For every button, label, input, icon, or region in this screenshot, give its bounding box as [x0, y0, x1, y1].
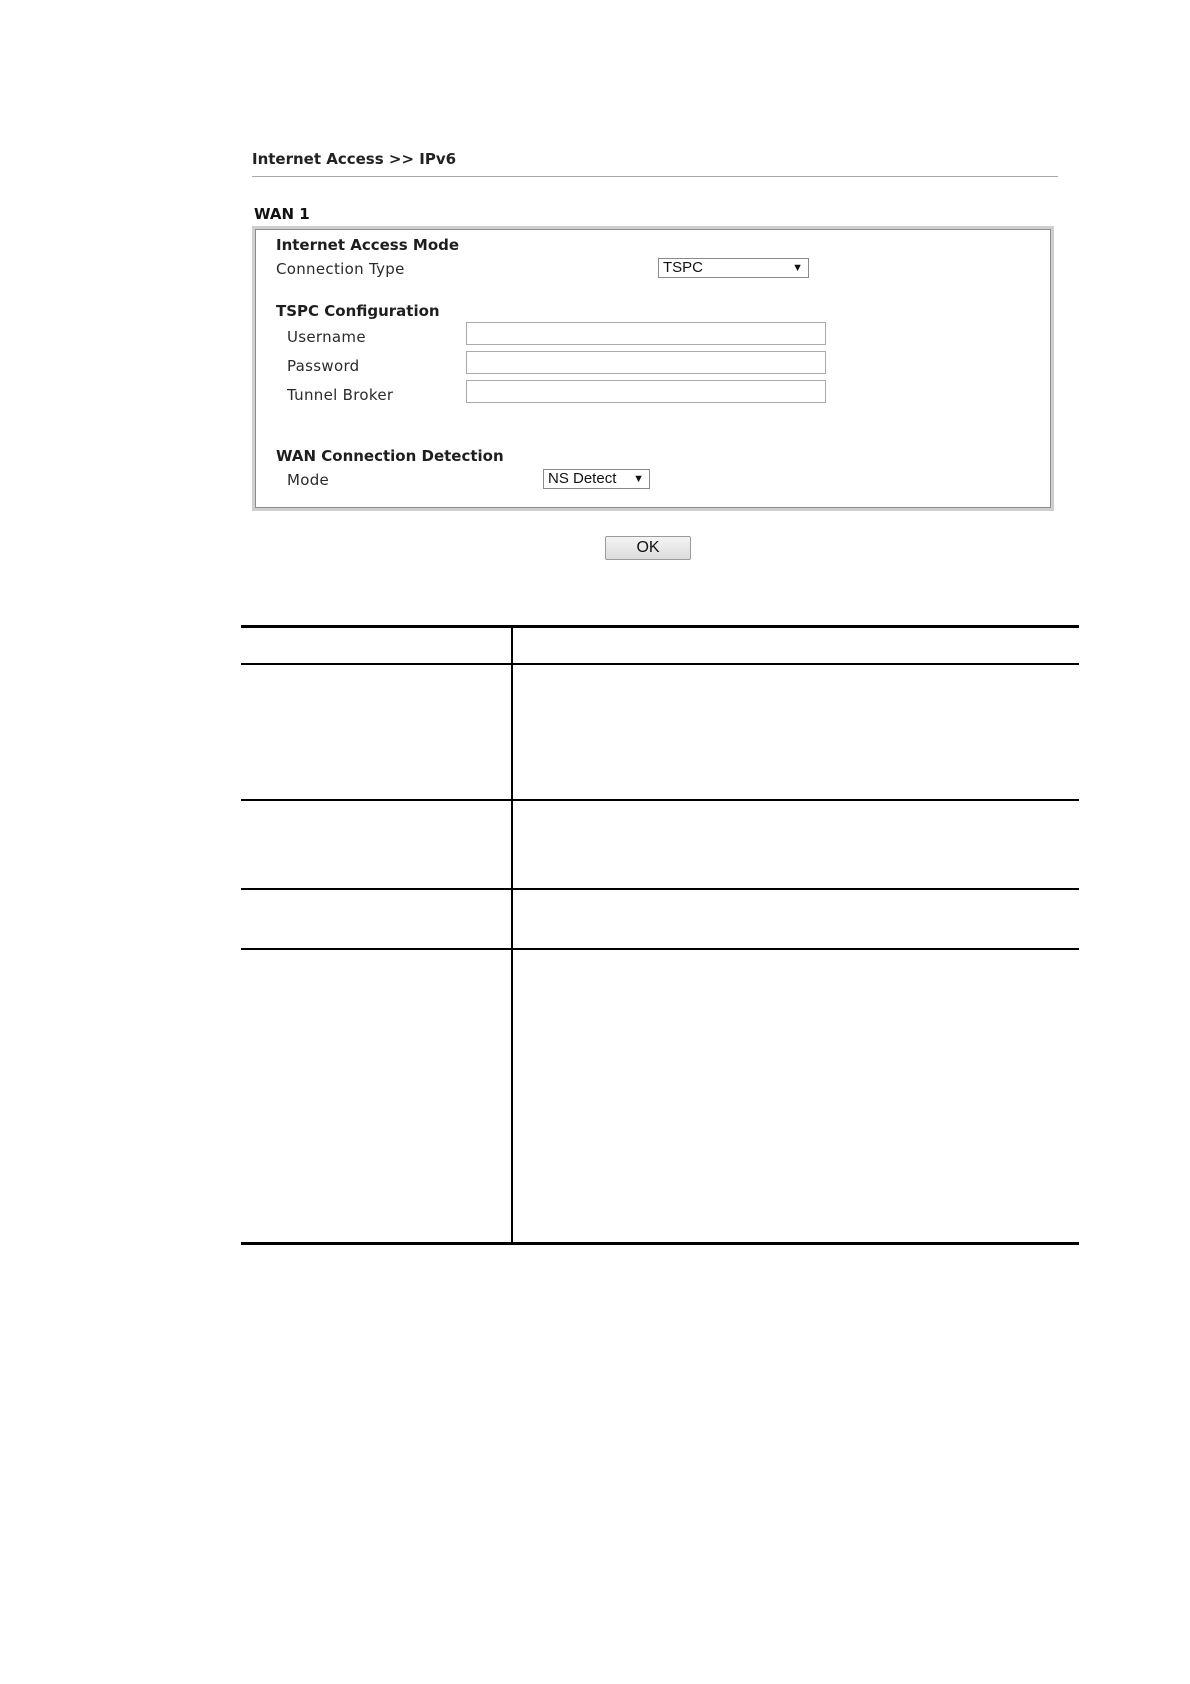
password-label: Password	[287, 357, 360, 375]
internet-access-mode-heading: Internet Access Mode	[276, 236, 460, 254]
table-row-rule	[241, 948, 1079, 950]
detection-mode-value: NS Detect	[548, 470, 617, 487]
table-bottom-rule	[241, 1242, 1079, 1245]
table-row-rule	[241, 888, 1079, 890]
connection-type-select[interactable]	[658, 258, 809, 278]
wan-connection-detection-heading: WAN Connection Detection	[276, 447, 504, 465]
username-label: Username	[287, 328, 366, 346]
detection-mode-select[interactable]	[543, 469, 650, 489]
breadcrumb-divider	[252, 176, 1058, 177]
tunnel-broker-input[interactable]	[466, 380, 826, 403]
detection-mode-label: Mode	[287, 471, 330, 489]
wan-title: WAN 1	[254, 205, 310, 223]
table-top-rule	[241, 625, 1079, 628]
password-input[interactable]	[466, 351, 826, 374]
connection-type-value: TSPC	[663, 259, 704, 276]
table-column-divider	[511, 626, 513, 1243]
wan-settings-panel	[252, 226, 1054, 511]
dropdown-arrow-icon: ▼	[792, 262, 803, 274]
tunnel-broker-label: Tunnel Broker	[287, 386, 394, 404]
ok-button[interactable]: OK	[605, 536, 691, 560]
table-row-rule	[241, 799, 1079, 801]
table-header-rule	[241, 663, 1079, 665]
username-input[interactable]	[466, 322, 826, 345]
connection-type-label: Connection Type	[276, 260, 405, 278]
tspc-configuration-heading: TSPC Configuration	[276, 302, 440, 320]
page-breadcrumb: Internet Access >> IPv6	[252, 150, 457, 168]
dropdown-arrow-icon: ▼	[633, 473, 644, 485]
